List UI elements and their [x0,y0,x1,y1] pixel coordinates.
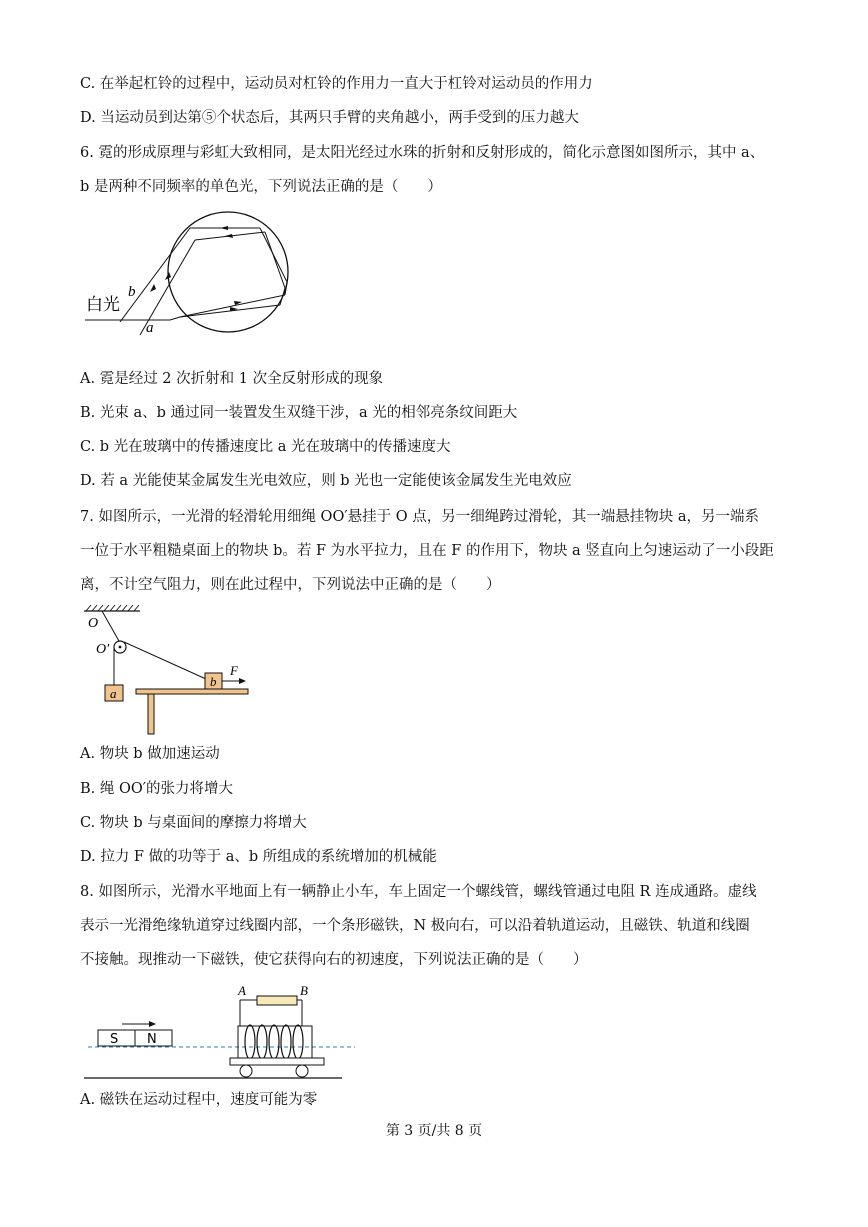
question-6-stem-1: 6. 霓的形成原理与彩虹大致相同，是太阳光经过水珠的折射和反射形成的，简化示意图如图所示，其中 a、 [80,145,765,161]
point-o-prime-label: O′ [96,642,110,657]
option-7d: D. 拉力 F 做的功等于 a、b 所组成的系统增加的机械能 [80,849,437,865]
option-8a: A. 磁铁在运动过程中，速度可能为零 [80,1092,318,1108]
option-6d-prev: D. 当运动员到达第⑤个状态后，其两只手臂的夹角越小，两手受到的压力越大 [80,110,579,126]
block-b-label: b [210,674,217,689]
block-a-label: a [110,686,117,701]
figure-8-magnet-cart [80,982,360,1082]
option-6c: C. b 光在玻璃中的传播速度比 a 光在玻璃中的传播速度大 [80,439,451,455]
figure-6-droplet [80,210,300,340]
option-7c: C. 物块 b 与桌面间的摩擦力将增大 [80,815,307,831]
page-footer: 第 3 页/共 8 页 [385,1123,483,1139]
option-7a: A. 物块 b 做加速运动 [80,746,220,762]
question-6-stem-2: b 是两种不同频率的单色光，下列说法正确的是（ ） [80,179,442,195]
point-o-label: O [88,616,99,631]
white-light-label: 白光 [86,295,120,315]
magnet-n-label: N [147,1032,157,1047]
magnet-s-label: S [110,1032,119,1047]
option-6d: D. 若 a 光能使某金属发生光电效应，则 b 光也一定能使该金属发生光电效应 [80,473,572,489]
question-7-stem-2: 一位于水平粗糙桌面上的物块 b。若 F 为水平拉力，且在 F 的作用下，物块 a 竖直向上匀速运动了一小段距 [80,543,774,559]
terminal-a-label: A [238,983,246,998]
question-8-stem-2: 表示一光滑绝缘轨道穿过线圈内部，一个条形磁铁，N 极向右，可以沿着轨道运动，且磁铁、轨道和线圈 [80,918,750,934]
force-f-label: F [230,663,238,678]
question-8-stem-1: 8. 如图所示，光滑水平地面上有一辆静止小车，车上固定一个螺线管，螺线管通过电阻 R 连成通路。虚线 [80,884,757,900]
terminal-b-label: B [300,983,308,998]
figure-7-pulley [80,603,260,738]
question-7-stem-1: 7. 如图所示，一光滑的轻滑轮用细绳 OO′悬挂于 O 点，另一细绳跨过滑轮，其一端悬挂物块 a，另一端系 [80,509,759,525]
ray-a-label: a [146,320,154,336]
option-6a: A. 霓是经过 2 次折射和 1 次全反射形成的现象 [80,371,384,387]
option-7b: B. 绳 OO′的张力将增大 [80,781,234,797]
option-6b: B. 光束 a、b 通过同一装置发生双缝干涉，a 光的相邻亮条纹间距大 [80,405,518,421]
ray-b-label: b [128,284,136,300]
question-7-stem-3: 离，不计空气阻力，则在此过程中，下列说法中正确的是（ ） [80,577,501,593]
question-8-stem-3: 不接触。现推动一下磁铁，使它获得向右的初速度，下列说法正确的是（ ） [80,952,588,968]
option-6c-prev: C. 在举起杠铃的过程中，运动员对杠铃的作用力一直大于杠铃对运动员的作用力 [80,76,593,92]
